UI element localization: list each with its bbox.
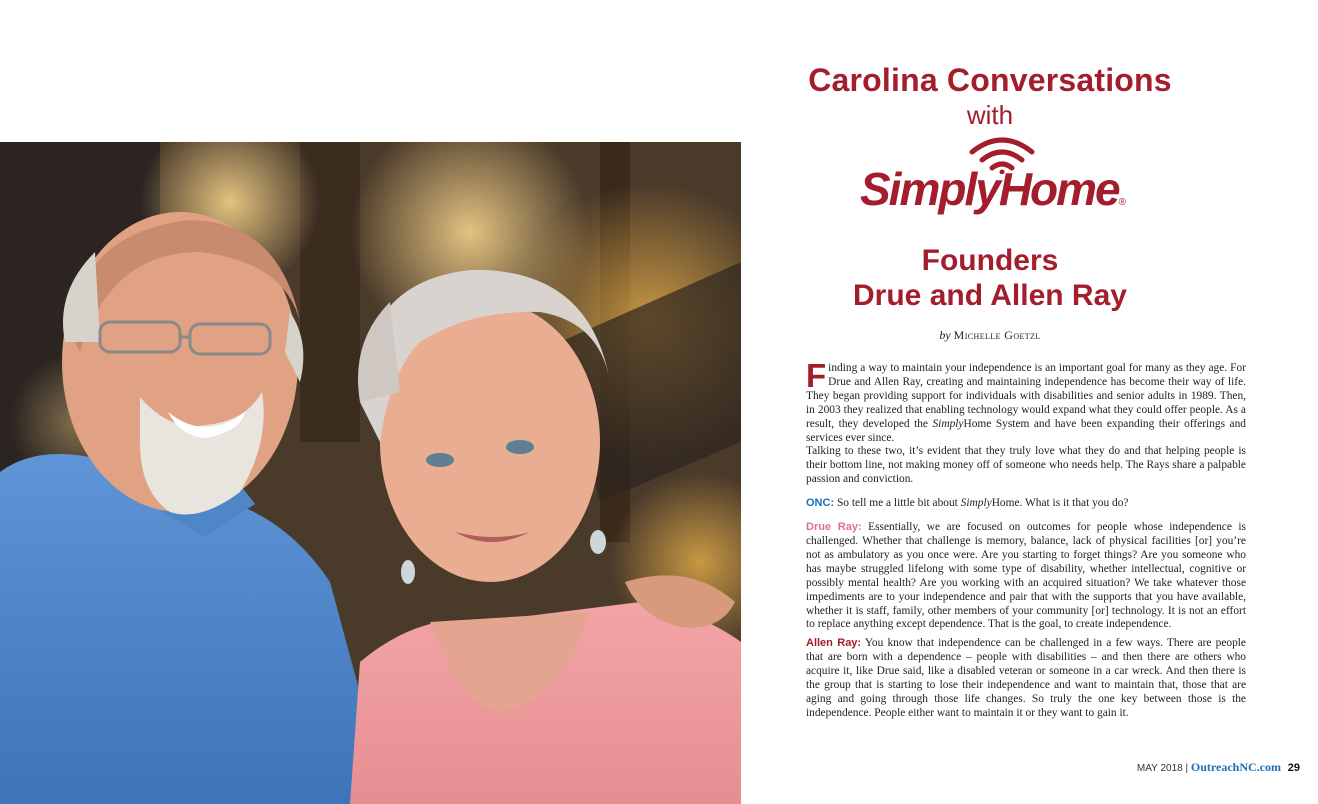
registered-mark: ® (1118, 197, 1125, 208)
intro-text-1: inding a way to maintain your independence is an important goal for many as they age. For Drue and Allen Ray, creating and maintaining independence has become their way of life. They began providing support for individuals with disabilities and senior adults in 1989. Then, in 2003 they realized that enabling technology would expand what they could offer people. As a result, they developed the (806, 362, 1246, 430)
logo-wordmark (860, 162, 1125, 222)
logo-word-simply: Simply (860, 163, 999, 215)
intro-italic: Simply (932, 417, 964, 430)
question-italic: Simply (960, 497, 992, 510)
drue-answer-text: Essentially, we are focused on outcomes for people whose independence is challenged. Whether that challenge is memory, balance, lack of physical facilities [or] you’re not as ambulatory as you once were. Are you starting to forget things? Are you someone who has maybe struggled lifelong with some type of disability, whether intellectual, cognitive or possibly mental health? Are you working with an acquired situation? We take whatever those impediments are to your independence and pair that with the supports that you have available, whether it is staff, family, other members of your community [or] technology. It is not an effort to replace anything except dependence. That is the goal, to create independence. (806, 521, 1246, 631)
onc-label: ONC: (806, 497, 835, 510)
question-text-2: Home. What is it that you do? (991, 497, 1129, 510)
page-number: 29 (1287, 762, 1300, 774)
article-body (806, 357, 1246, 721)
answer-drue (806, 521, 1246, 632)
simplyhome-logo (860, 132, 1125, 222)
headline-title: Carolina Conversations (808, 62, 1172, 98)
footer-date: MAY 2018 (1136, 763, 1183, 774)
byline (800, 328, 1180, 343)
allen-ray-label: Allen Ray: (806, 637, 862, 650)
founders-photo (0, 142, 741, 804)
answer-allen (806, 637, 1246, 720)
couple-portrait-photo (0, 142, 741, 804)
subheadline (800, 243, 1180, 313)
footer-separator: | (1185, 763, 1189, 774)
subheadline-line-1: Founders (921, 244, 1059, 277)
intro-text-2: Home System and have been expanding their offerings and services ever since. (806, 417, 1246, 444)
question-text-1: So tell me a little bit about (836, 497, 961, 510)
headline-with: with (966, 100, 1014, 130)
byline-author: Michelle Goetzl (953, 328, 1041, 342)
subheadline-line-2: Drue and Allen Ray (853, 279, 1127, 312)
second-paragraph: Talking to these two, it’s evident that they truly love what they do and that helping people is their bottom line, not making money off of someone who needs help. The Rays share a palpable passion and conviction. (806, 445, 1246, 486)
logo-word-home: Home (998, 163, 1119, 215)
allen-answer-text: You know that independence can be challenged in a few ways. There are people that are born with a dependence – people with disabilities – and then there are others who acquire it, like Drue said, like a disabled veteran or someone in a car wreck. And then there is the group that is starting to lose their independence and want to maintain that, those that are aging and going through those life changes. So truly the one key between those is the independence. People either want to maintain it or they want to gain it. (806, 637, 1246, 719)
footer-site-link[interactable]: OutreachNC.com (1190, 760, 1281, 774)
byline-by: by (939, 328, 951, 342)
intro-paragraph (806, 357, 1246, 445)
drue-ray-label: Drue Ray: (806, 521, 862, 534)
drop-cap: F (806, 357, 827, 394)
page-footer (1110, 760, 1300, 775)
question-onc (806, 497, 1246, 511)
